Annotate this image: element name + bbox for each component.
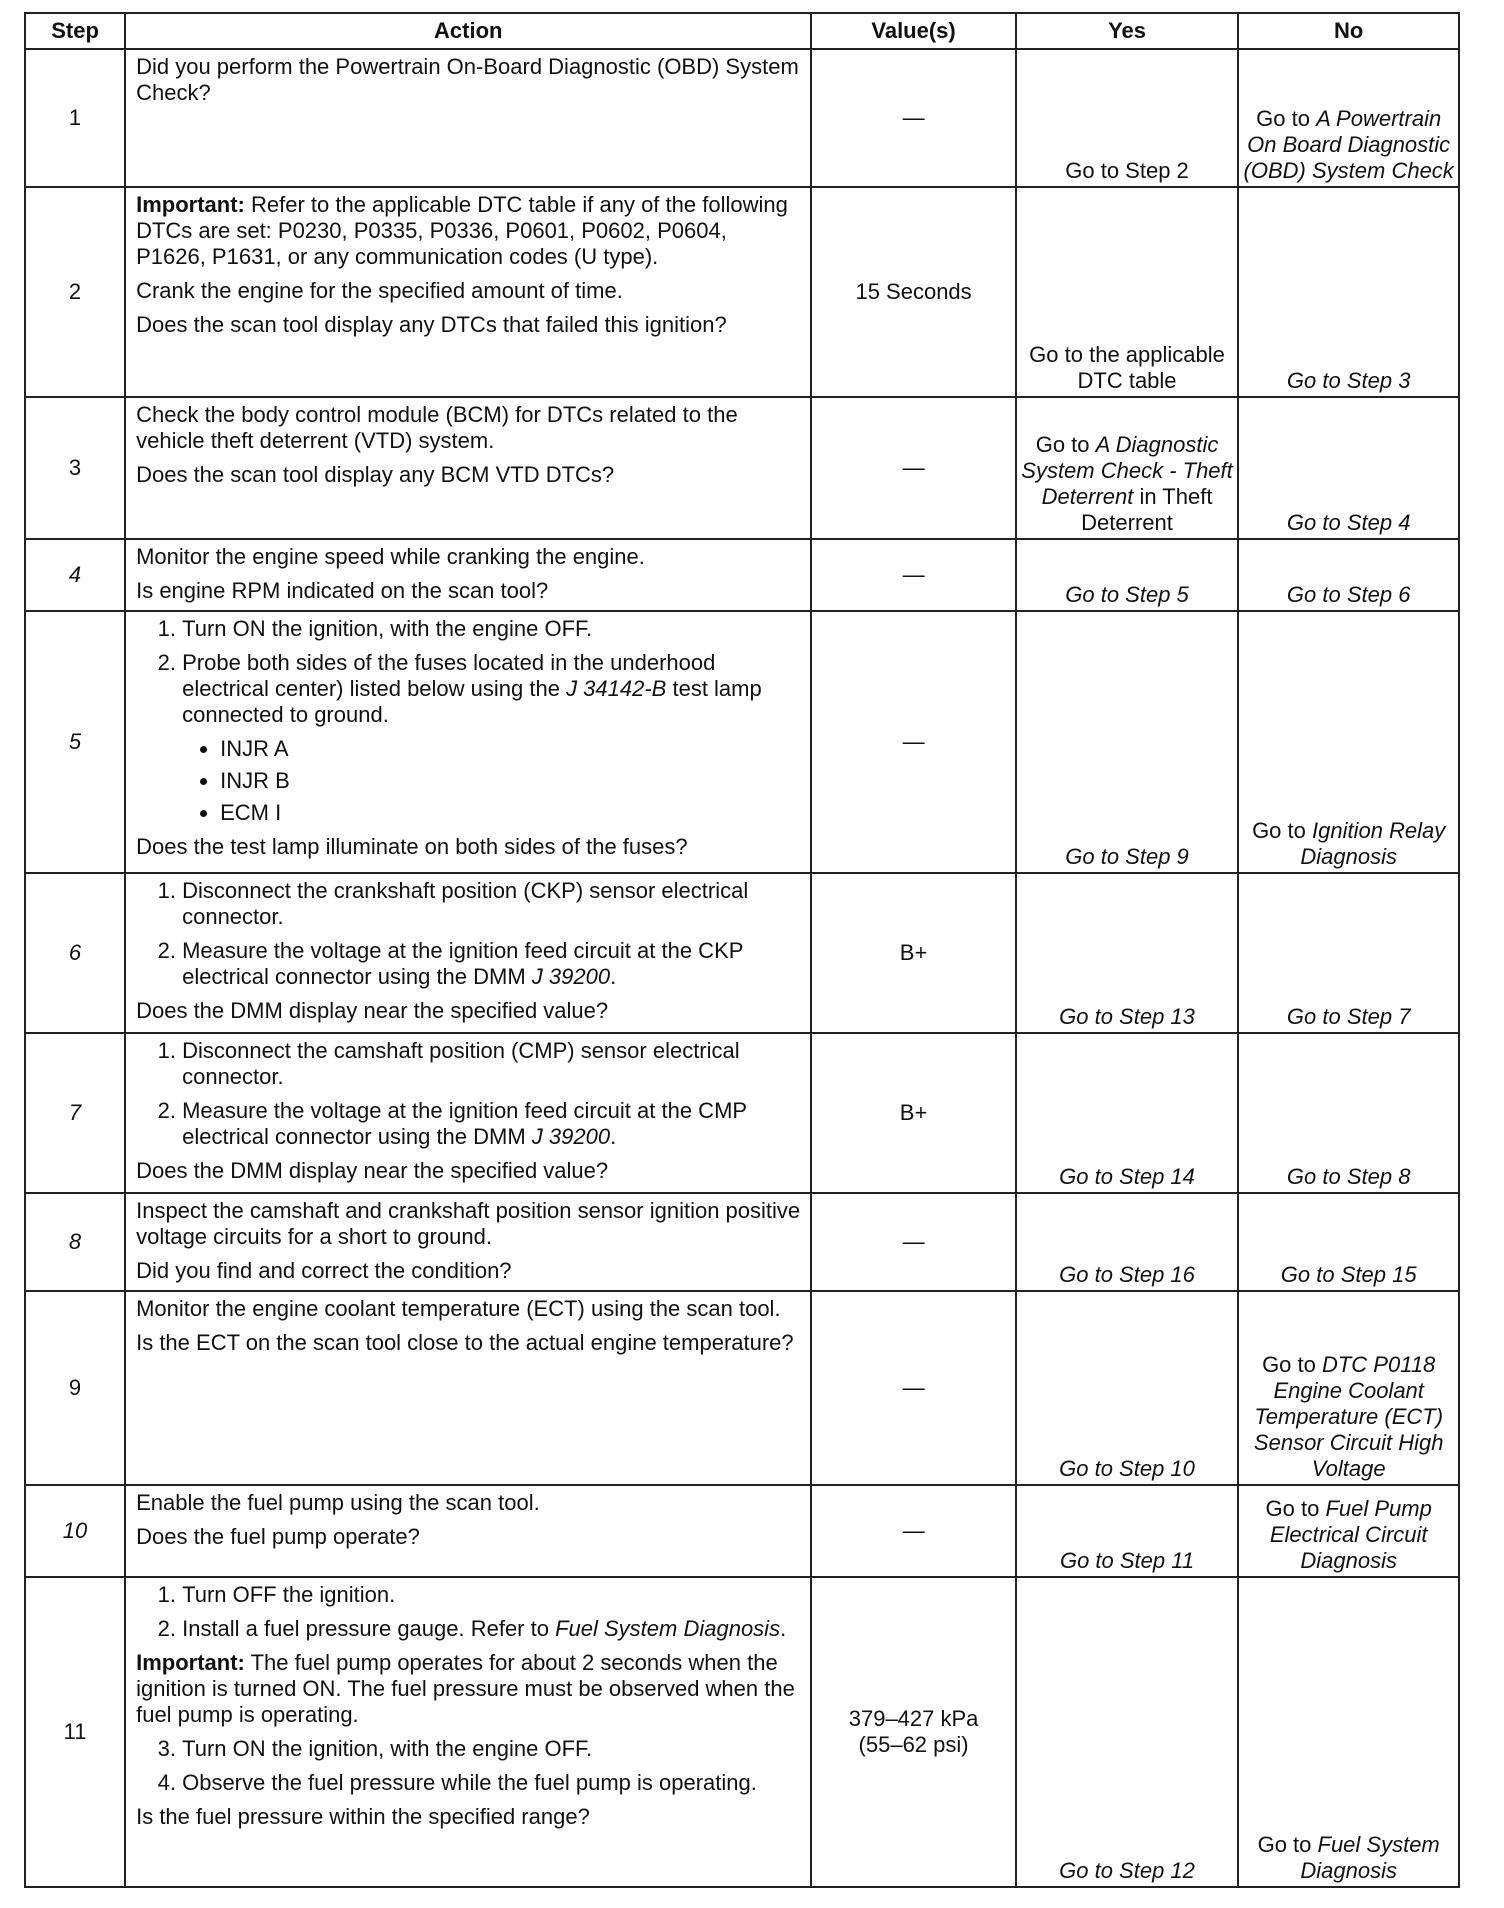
yes-link-text: Go to Step 10 [1059,1456,1195,1481]
action-question: Does the fuel pump operate? [136,1524,420,1549]
no-link-text: DTC P0118 Engine Coolant Temperature (ECT) Sensor Circuit High Voltage [1253,1352,1444,1481]
value-cell: B+ [811,873,1015,1033]
table-row [25,1291,1459,1485]
no-prefix: Go to [1262,1352,1322,1377]
no-link-text: Go to Step 3 [1286,368,1411,393]
step-number: 6 [25,873,125,1033]
action-cell [125,873,811,1033]
no-cell [1238,1485,1459,1577]
no-link-text: Fuel Pump Electrical Circuit Diagnosis [1269,1496,1432,1573]
yes-link-text: Go to Step 12 [1059,1858,1195,1883]
action-cell [125,187,811,397]
yes-link-text: A Diagnostic System Check - Theft Deterrent [1021,432,1233,509]
step-number: 9 [25,1291,125,1485]
value-cell: — [811,1193,1015,1291]
action-question: Does the DMM display near the specified value? [136,1158,609,1183]
yes-link-text: Go to Step 16 [1059,1262,1195,1287]
action-question: Does the DMM display near the specified value? [136,998,609,1023]
important-text: The fuel pump operates for about 2 seconds when the ignition is turned ON. The fuel pressure must be observed when the fuel pump is operating. [136,1650,795,1727]
fuse-item: • INJR A [220,736,800,762]
action-text: Enable the fuel pump using the scan tool. [136,1490,540,1515]
table-row [25,1577,1459,1887]
procedure-step: 1. Turn ON the ignition, with the engine OFF. [182,616,800,642]
procedure-step [182,938,800,990]
no-link-text: Go to Step 6 [1286,582,1411,607]
yes-cell [1016,611,1239,873]
no-cell [1238,1193,1459,1291]
procedure-step: 1. Turn OFF the ignition. [182,1582,800,1608]
fuse-item: • ECM I [220,800,800,826]
no-link-text: Go to Step 15 [1280,1262,1417,1287]
yes-cell: Go to the applicable DTC table [1016,187,1239,397]
procedure-list [136,1736,800,1796]
action-cell [125,1033,811,1193]
yes-suffix: in Theft Deterrent [1081,484,1213,535]
value-cell [811,1577,1015,1887]
action-text: Monitor the engine speed while cranking the engine. [136,544,645,569]
no-cell [1238,873,1459,1033]
no-cell [1238,1291,1459,1485]
table-row [25,187,1459,397]
procedure-step: 1. Disconnect the crankshaft position (CKP) sensor electrical connector. [182,878,800,930]
yes-cell [1016,1033,1239,1193]
step-number: 5 [25,611,125,873]
action-text: Check the body control module (BCM) for DTCs related to the vehicle theft deterrent (VTD) system. [136,402,738,453]
no-cell [1238,187,1459,397]
yes-cell [1016,539,1239,611]
procedure-text: Measure the voltage at the ignition feed circuit at the CMP electrical connector using the DMM [182,1098,747,1149]
header-yes: Yes [1016,13,1239,49]
action-text: Inspect the camshaft and crankshaft position sensor ignition positive voltage circuits for a short to ground. [136,1198,801,1249]
tool-reference: J 34142-B [566,676,667,701]
important-note [136,1650,800,1728]
header-no: No [1238,13,1459,49]
no-prefix: Go to [1265,1496,1326,1521]
no-link-text: Ignition Relay Diagnosis [1300,818,1446,869]
procedure-text-end: . [610,964,617,989]
procedure-step: 4. Observe the fuel pressure while the fuel pump is operating. [182,1770,800,1796]
no-cell [1238,1033,1459,1193]
action-cell [125,49,811,187]
yes-cell [1016,1577,1239,1887]
header-values: Value(s) [811,13,1015,49]
procedure-list [136,878,800,990]
procedure-text: Install a fuel pressure gauge. Refer to [182,1616,556,1641]
table-row [25,539,1459,611]
procedure-step: 3. Turn ON the ignition, with the engine OFF. [182,1736,800,1762]
action-cell [125,1291,811,1485]
step-number: 8 [25,1193,125,1291]
fuse-list [136,736,800,826]
procedure-step [182,1616,800,1642]
yes-cell [1016,873,1239,1033]
header-step: Step [25,13,125,49]
value-cell: 15 Seconds [811,187,1015,397]
yes-link-text: Go to Step 9 [1065,844,1189,869]
action-cell [125,397,811,539]
no-cell [1238,1577,1459,1887]
action-question: Does the test lamp illuminate on both sides of the fuses? [136,834,688,859]
no-prefix: Go to [1257,1832,1318,1857]
action-cell [125,1577,811,1887]
table-row [25,49,1459,187]
procedure-list [136,616,800,728]
yes-link-text: Go to Step 11 [1059,1548,1195,1573]
action-question: Does the scan tool display any DTCs that failed this ignition? [136,312,727,337]
value-kpa: 379–427 kPa [848,1706,979,1731]
table-row [25,611,1459,873]
value-cell: — [811,611,1015,873]
procedure-text: Measure the voltage at the ignition feed circuit at the CKP electrical connector using the DMM [182,938,744,989]
action-text: Did you perform the Powertrain On-Board Diagnostic (OBD) System Check? [136,54,799,105]
value-psi: (55–62 psi) [858,1732,969,1757]
value-cell: — [811,397,1015,539]
procedure-text-end: . [610,1124,617,1149]
table-row [25,1193,1459,1291]
fuse-item: • INJR B [220,768,800,794]
procedure-list [136,1582,800,1642]
yes-cell [1016,1485,1239,1577]
action-text: Monitor the engine coolant temperature (ECT) using the scan tool. [136,1296,781,1321]
value-cell: — [811,49,1015,187]
yes-cell [1016,397,1239,539]
no-prefix: Go to [1252,818,1312,843]
table-header-row [25,13,1459,49]
procedure-step [182,1098,800,1150]
yes-link-text: Go to Step 14 [1059,1164,1195,1189]
action-question: Did you find and correct the condition? [136,1258,512,1283]
action-cell [125,539,811,611]
step-number: 1 [25,49,125,187]
procedure-step [182,650,800,728]
important-label: Important: [136,192,245,217]
step-number: 2 [25,187,125,397]
yes-cell: Go to Step 2 [1016,49,1239,187]
table-row [25,1033,1459,1193]
action-text: Crank the engine for the specified amount of time. [136,278,623,303]
yes-link-text: Go to Step 13 [1059,1004,1195,1029]
action-cell [125,1485,811,1577]
header-action: Action [125,13,811,49]
no-link-text: Go to Step 7 [1286,1004,1411,1029]
no-prefix: Go to [1256,106,1317,131]
value-cell: — [811,539,1015,611]
action-cell [125,1193,811,1291]
step-number: 4 [25,539,125,611]
action-question: Does the scan tool display any BCM VTD DTCs? [136,462,615,487]
procedure-text-end: test lamp connected to ground. [182,676,762,727]
step-number: 7 [25,1033,125,1193]
no-link-text: Go to Step 8 [1286,1164,1411,1189]
action-question: Is engine RPM indicated on the scan tool? [136,578,549,603]
yes-cell [1016,1291,1239,1485]
procedure-text-end: . [780,1616,787,1641]
yes-prefix: Go to [1035,432,1096,457]
tool-reference: J 39200 [531,1124,611,1149]
table-row [25,1485,1459,1577]
procedure-list [136,1038,800,1150]
important-label: Important: [136,1650,245,1675]
no-cell [1238,539,1459,611]
doc-reference: Fuel System Diagnosis [555,1616,781,1641]
no-cell [1238,611,1459,873]
yes-link-text: Go to Step 5 [1065,582,1189,607]
no-cell [1238,397,1459,539]
value-cell: — [811,1291,1015,1485]
important-text: Refer to the applicable DTC table if any of the following DTCs are set: P0230, P0335, P0336, P0601, P0602, P0604, P1626, P1631, or any communication codes (U type). [136,192,788,269]
action-question: Is the fuel pressure within the specified range? [136,1804,590,1829]
procedure-text: Probe both sides of the fuses located in the underhood electrical center) listed below using the [182,650,716,701]
value-cell: B+ [811,1033,1015,1193]
step-number: 3 [25,397,125,539]
diagnostic-table-page [24,12,1460,1888]
value-cell: — [811,1485,1015,1577]
important-note [136,192,800,270]
no-link-text: Fuel System Diagnosis [1300,1832,1440,1883]
no-cell [1238,49,1459,187]
step-number: 10 [25,1485,125,1577]
no-link-text: A Powertrain On Board Diagnostic (OBD) System Check [1243,106,1454,183]
action-question: Is the ECT on the scan tool close to the actual engine temperature? [136,1330,794,1355]
no-link-text: Go to Step 4 [1286,510,1411,535]
procedure-step: 1. Disconnect the camshaft position (CMP) sensor electrical connector. [182,1038,800,1090]
step-number: 11 [25,1577,125,1887]
tool-reference: J 39200 [531,964,611,989]
diagnostic-table [24,12,1460,1888]
table-row [25,873,1459,1033]
yes-cell [1016,1193,1239,1291]
action-cell [125,611,811,873]
table-row [25,397,1459,539]
